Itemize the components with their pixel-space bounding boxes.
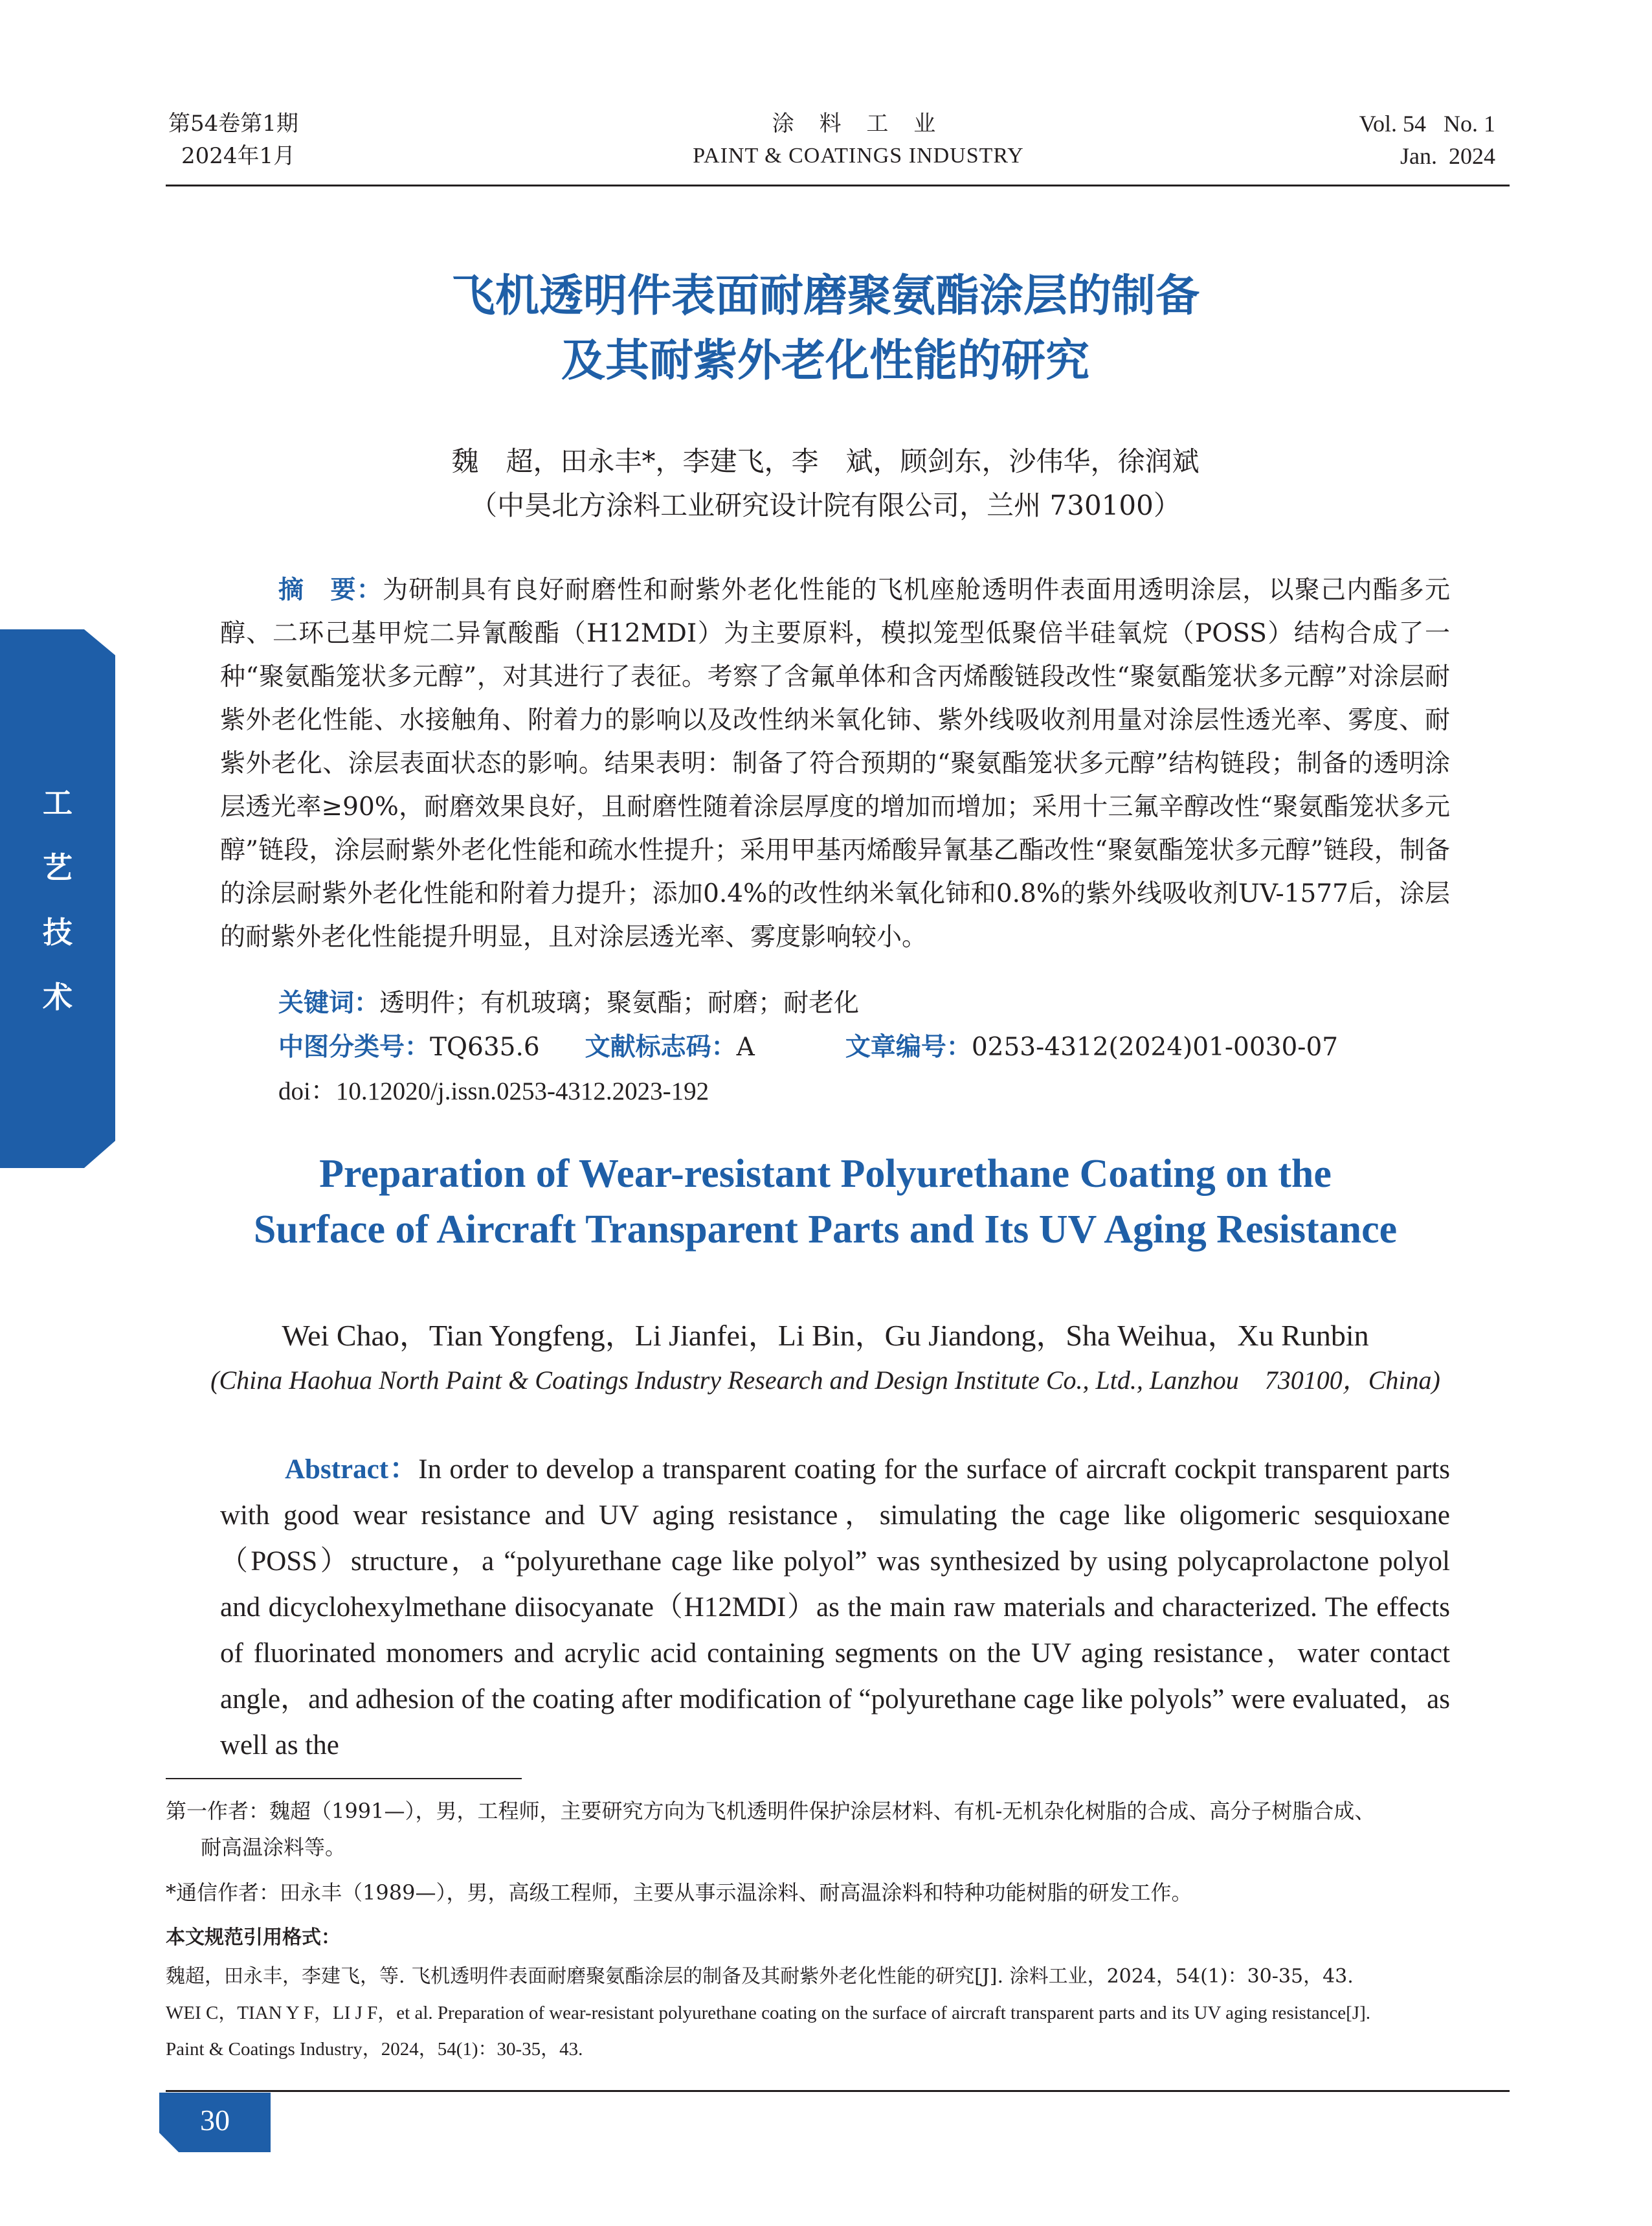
side-char-4: 术: [43, 980, 73, 1015]
citation-en-line1: WEI C，TIAN Y F，LI J F，et al. Preparation of wear-resistant polyurethane coating on the surface of aircraft transparent parts and its UV aging resistance[J].: [166, 2003, 1370, 2023]
side-char-1: 工: [43, 785, 73, 820]
journal-name: [632, 107, 1085, 172]
journal-issue-en: [1288, 107, 1495, 172]
authors-en: Wei Chao，Tian Yongfeng，Li Jianfei，Li Bin，Gu Jiandong，Sha Weihua，Xu Runbin: [282, 1319, 1369, 1352]
keywords-cn-label: 关键词：: [278, 989, 380, 1018]
side-char-3: 技: [43, 915, 73, 950]
footnote-corresponding-author: *通信作者：田永丰（1989—），男，高级工程师，主要从事示温涂料、耐高温涂料和特种功能树脂的研发工作。: [166, 1880, 1192, 1905]
authors-cn: 魏 超，田永丰*，李建飞，李 斌，顾剑东，沙伟华，徐润斌: [451, 445, 1200, 477]
journal-name-cn: 涂 料 工 业: [772, 111, 945, 137]
section-side-label: [0, 770, 115, 1029]
title-cn-line1: 飞机透明件表面耐磨聚氨酯涂层的制备: [451, 271, 1200, 322]
footer-rule: [166, 2090, 1510, 2092]
abstract-cn-label: 摘 要：: [278, 576, 383, 605]
classification-line: [278, 1028, 1450, 1067]
issue-date-en: Jan. 2024: [1400, 143, 1495, 169]
journal-name-en: PAINT & COATINGS INDUSTRY: [693, 144, 1024, 168]
page-number: 30: [200, 2104, 230, 2137]
citation-en-line2: Paint & Coatings Industry，2024，54(1)：30-35，43.: [166, 2039, 583, 2060]
issue-volume-cn: 第54卷第1期: [168, 111, 298, 137]
footnote-first-author: 第一作者：魏超（1991—），男，工程师，主要研究方向为飞机透明件保护涂层材料、有机-无机杂化树脂的合成、高分子树脂合成、: [166, 1799, 1376, 1823]
abstract-en: [220, 1446, 1450, 1768]
title-en-line1: Preparation of Wear-resistant Polyurethane Coating on the: [319, 1152, 1332, 1196]
clc-label: 中图分类号：: [278, 1033, 430, 1062]
footnote-rule: [166, 1778, 522, 1779]
affiliation-en: (China Haohua North Paint & Coatings Industry Research and Design Institute Co., Ltd., Lanzhou 730100，China): [210, 1366, 1440, 1395]
affiliation-cn: （中昊北方涂料工业研究设计院有限公司，兰州 730100）: [470, 489, 1181, 521]
journal-issue-cn: [168, 107, 427, 172]
abstract-en-label: Abstract：: [285, 1454, 419, 1485]
doi: doi：10.12020/j.issn.0253-4312.2023-192: [278, 1077, 709, 1105]
citation-cn: 魏超，田永丰，李建飞，等. 飞机透明件表面耐磨聚氨酯涂层的制备及其耐紫外老化性能的研究[J]. 涂料工业，2024，54(1)：30-35，43.: [166, 1965, 1354, 1988]
clc-value: TQ635.6: [430, 1033, 540, 1062]
keywords-cn: [278, 984, 1450, 1023]
title-en-line2: Surface of Aircraft Transparent Parts and Its UV Aging Resistance: [253, 1208, 1398, 1252]
footnote-first-author-cont: 耐高温涂料等。: [201, 1835, 346, 1860]
abstract-en-text: In order to develop a transparent coating for the surface of aircraft cockpit transparent parts with good wear resistance and UV aging resistance，simulating the cage like oligomeric sesquioxane（POSS）structure，a “polyurethane cage like polyol” was synthesized by using polycaprolactone polyol and dicyclohexylmethane diisocyanate（H12MDI）as the main raw materials and characterized. The effects of fluorinated monomers and acrylic acid containing segments on the UV aging resistance，water contact angle，and adhesion of the coating after modification of “polyurethane cage like polyols” were evaluated，as well as the: [220, 1454, 1451, 1760]
abstract-cn: [220, 568, 1450, 959]
header-rule: [166, 185, 1510, 186]
article-no-value: 0253-4312(2024)01-0030-07: [971, 1033, 1339, 1062]
issue-date-cn: 2024年1月: [181, 143, 296, 169]
issue-volume-en: Vol. 54 No. 1: [1359, 111, 1495, 137]
doc-code-label: 文献标志码：: [585, 1033, 737, 1062]
abstract-cn-text: 为研制具有良好耐磨性和耐紫外老化性能的飞机座舱透明件表面用透明涂层，以聚己内酯多元醇、二环己基甲烷二异氰酸酯（H12MDI）为主要原料，模拟笼型低聚倍半硅氧烷（POSS）结构合成了一种“聚氨酯笼状多元醇”，对其进行了表征。考察了含氟单体和含丙烯酸链段改性“聚氨酯笼状多元醇”对涂层耐紫外老化性能、水接触角、附着力的影响以及改性纳米氧化铈、紫外线吸收剂用量对涂层性透光率、雾度、耐紫外老化、涂层表面状态的影响。结果表明：制备了符合预期的“聚氨酯笼状多元醇”结构链段；制备的透明涂层透光率≥90%，耐磨效果良好，且耐磨性随着涂层厚度的增加而增加；采用十三氟辛醇改性“聚氨酯笼状多元醇”链段，涂层耐紫外老化性能和疏水性提升；采用甲基丙烯酸异氰基乙酯改性“聚氨酯笼状多元醇”链段，制备的涂层耐紫外老化性能和附着力提升；添加0.4%的改性纳米氧化铈和0.8%的紫外线吸收剂UV-1577后，涂层的耐紫外老化性能提升明显，且对涂层透光率、雾度影响较小。: [220, 576, 1450, 952]
article-no-label: 文章编号：: [845, 1033, 972, 1062]
title-cn-line2: 及其耐紫外老化性能的研究: [561, 335, 1089, 387]
keywords-cn-text: 透明件；有机玻璃；聚氨酯；耐磨；耐老化: [379, 989, 860, 1018]
side-char-2: 艺: [43, 850, 73, 885]
citation-label: 本文规范引用格式：: [166, 1926, 340, 1949]
doc-code-value: A: [736, 1033, 755, 1062]
